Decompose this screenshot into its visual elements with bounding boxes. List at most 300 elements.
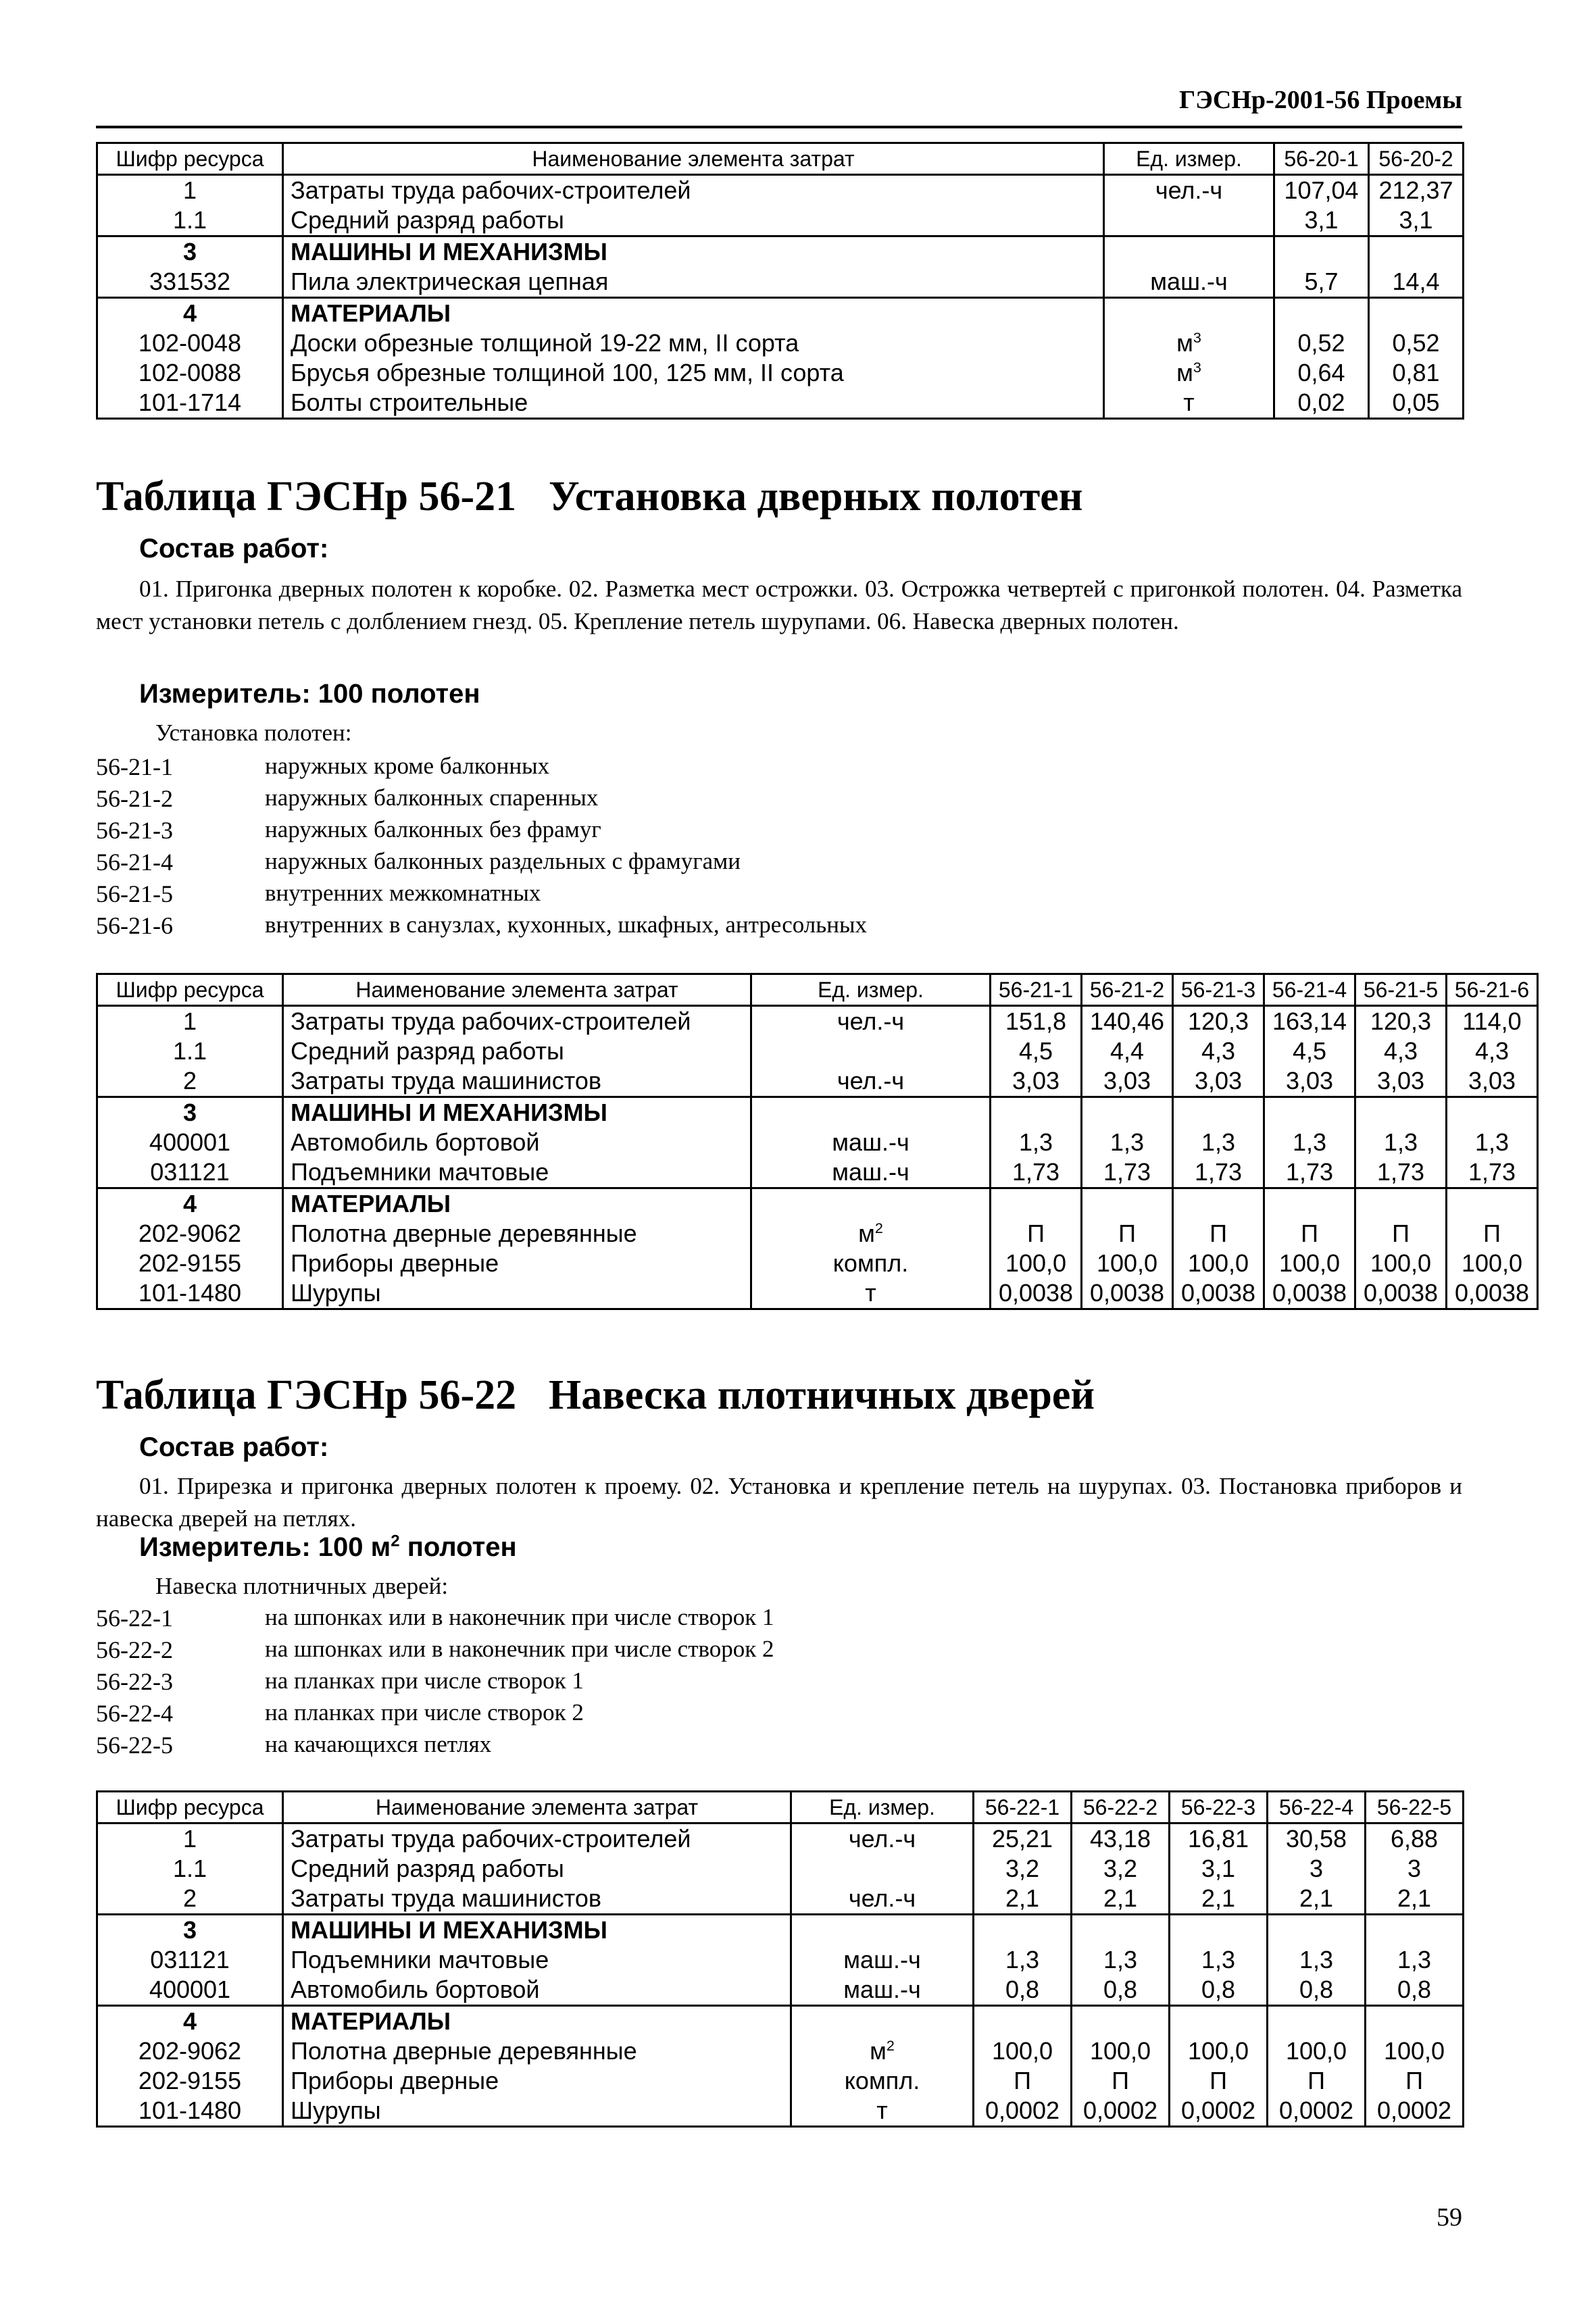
resource-code: 400001 (97, 1128, 283, 1157)
value-cell: 100,0 (1072, 2036, 1170, 2066)
table-row (97, 1128, 1538, 1157)
unit-cell: маш.-ч (751, 1128, 991, 1157)
value-cell (1170, 1915, 1268, 1946)
value-cell: 3,03 (1355, 1066, 1447, 1097)
value-cell: 1,73 (1173, 1157, 1264, 1188)
value-cell: 163,14 (1264, 1006, 1355, 1037)
unit-cell (751, 1188, 991, 1219)
value-cell: 212,37 (1369, 175, 1464, 206)
list-item-text: на планках при числе створок 2 (265, 1699, 584, 1726)
resource-code: 1.1 (97, 1854, 283, 1884)
value-cell: 100,0 (1264, 1249, 1355, 1278)
value-cell (1268, 2006, 1366, 2037)
unit-cell: т (751, 1278, 991, 1309)
list-item-text: на качающихся петлях (265, 1731, 492, 1757)
value-cell (1072, 1915, 1170, 1946)
value-cell: 0,0002 (1366, 2096, 1464, 2127)
resource-code: 202-9062 (97, 2036, 283, 2066)
value-cell: 140,46 (1082, 1006, 1173, 1037)
unit-cell (1104, 298, 1274, 329)
value-cell (1274, 298, 1369, 329)
column-header: 56-22-5 (1366, 1792, 1464, 1823)
list-item-text: на планках при числе створок 1 (265, 1667, 584, 1694)
value-cell: 120,3 (1173, 1006, 1264, 1037)
value-cell: 43,18 (1072, 1823, 1170, 1855)
value-cell: 0,05 (1369, 388, 1464, 419)
column-header: Шифр ресурса (97, 974, 283, 1006)
table-row (97, 1823, 1464, 1855)
value-cell: 100,0 (1447, 1249, 1538, 1278)
unit-cell (1104, 205, 1274, 236)
cost-element-name: Затраты труда машинистов (283, 1066, 751, 1097)
meter-label: Измеритель: 100 полотен (139, 679, 480, 709)
value-cell: 0,64 (1274, 358, 1369, 388)
value-cell (991, 1188, 1082, 1219)
value-cell: 100,0 (974, 2036, 1072, 2066)
resource-code: 101-1480 (97, 1278, 283, 1309)
table-row (97, 2066, 1464, 2096)
meter-label (139, 1532, 517, 1563)
unit-cell (791, 1854, 974, 1884)
value-cell: 100,0 (1170, 2036, 1268, 2066)
value-cell: 1,73 (1264, 1157, 1355, 1188)
list-item-text: на шпонках или в наконечник при числе створок 1 (265, 1604, 774, 1630)
cost-element-name: Затраты труда рабочих-строителей (283, 1823, 791, 1855)
value-cell (1274, 236, 1369, 268)
table-row (97, 1249, 1538, 1278)
value-cell: 100,0 (991, 1249, 1082, 1278)
value-cell (1447, 1097, 1538, 1128)
value-cell: 3,03 (1264, 1066, 1355, 1097)
value-cell: 1,3 (1082, 1128, 1173, 1157)
table-row (97, 175, 1464, 206)
cost-element-name: МАШИНЫ И МЕХАНИЗМЫ (283, 1097, 751, 1128)
value-cell: 100,0 (1366, 2036, 1464, 2066)
resource-code: 102-0048 (97, 328, 283, 358)
column-header: Ед. измер. (1104, 143, 1274, 175)
table-56-22 (96, 1790, 1464, 2128)
value-cell: 3 (1268, 1854, 1366, 1884)
value-cell: 3,03 (1173, 1066, 1264, 1097)
value-cell: 30,58 (1268, 1823, 1366, 1855)
value-cell (974, 1915, 1072, 1946)
section-row (97, 1915, 1464, 1946)
column-header: Наименование элемента затрат (283, 1792, 791, 1823)
value-cell: 3,1 (1369, 205, 1464, 236)
value-cell: П (1366, 2066, 1464, 2096)
value-cell (1355, 1188, 1447, 1219)
value-cell: 0,0038 (1082, 1278, 1173, 1309)
value-cell: 0,0038 (1264, 1278, 1355, 1309)
cost-element-name: Подъемники мачтовые (283, 1945, 791, 1975)
value-cell: 5,7 (1274, 267, 1369, 298)
table-row (97, 1219, 1538, 1249)
value-cell: 2,1 (1072, 1884, 1170, 1915)
list-item-code: 56-21-6 (96, 912, 173, 939)
column-header: 56-21-5 (1355, 974, 1447, 1006)
value-cell: 1,3 (1072, 1945, 1170, 1975)
column-header: 56-21-1 (991, 974, 1082, 1006)
resource-code: 1 (97, 1823, 283, 1855)
table-row (97, 328, 1464, 358)
list-item-text: внутренних в санузлах, кухонных, шкафных, антресольных (265, 911, 867, 938)
value-cell: 3,2 (974, 1854, 1072, 1884)
column-header: 56-22-4 (1268, 1792, 1366, 1823)
unit-cell: маш.-ч (751, 1157, 991, 1188)
section-row (97, 298, 1464, 329)
value-cell (1082, 1188, 1173, 1219)
value-cell: 1,73 (991, 1157, 1082, 1188)
column-header: 56-22-2 (1072, 1792, 1170, 1823)
unit-cell (791, 2006, 974, 2037)
cost-element-name: Шурупы (283, 2096, 791, 2127)
value-cell: 1,3 (1366, 1945, 1464, 1975)
value-cell: 0,0002 (1072, 2096, 1170, 2127)
value-cell: 0,0038 (1173, 1278, 1264, 1309)
section-row (97, 1097, 1538, 1128)
value-cell: 1,3 (1170, 1945, 1268, 1975)
resource-code: 202-9155 (97, 1249, 283, 1278)
cost-element-name: Приборы дверные (283, 1249, 751, 1278)
header-title: ГЭСНр-2001-56 Проемы (1178, 86, 1462, 114)
list-item-text: наружных балконных раздельных с фрамугами (265, 848, 741, 874)
value-cell: 2,1 (1366, 1884, 1464, 1915)
value-cell: 1,73 (1082, 1157, 1173, 1188)
value-cell: 1,3 (1264, 1128, 1355, 1157)
resource-code: 3 (97, 1915, 283, 1946)
value-cell: 4,3 (1355, 1036, 1447, 1066)
value-cell: П (1072, 2066, 1170, 2096)
unit-cell (791, 1915, 974, 1946)
column-header: 56-22-3 (1170, 1792, 1268, 1823)
value-cell (1369, 298, 1464, 329)
cost-element-name: Брусья обрезные толщиной 100, 125 мм, II сорта (283, 358, 1104, 388)
list-item-code: 56-22-3 (96, 1668, 173, 1695)
unit-cell: компл. (751, 1249, 991, 1278)
value-cell: 4,5 (991, 1036, 1082, 1066)
table-row (97, 358, 1464, 388)
value-cell: 2,1 (974, 1884, 1072, 1915)
composition-label: Состав работ: (139, 534, 329, 563)
list-item-text: наружных кроме балконных (265, 753, 550, 779)
resource-code: 031121 (97, 1157, 283, 1188)
column-header: 56-21-6 (1447, 974, 1538, 1006)
value-cell: 3 (1366, 1854, 1464, 1884)
table-56-21 (96, 973, 1539, 1310)
value-cell: 3,03 (991, 1066, 1082, 1097)
value-cell: П (1173, 1219, 1264, 1249)
list-intro: Навеска плотничных дверей: (155, 1573, 449, 1599)
list-intro: Установка полотен: (155, 720, 352, 746)
value-cell: 2,1 (1268, 1884, 1366, 1915)
value-cell (1366, 1915, 1464, 1946)
page-header (96, 85, 1462, 128)
table-title-name: Установка дверных полотен (549, 474, 1083, 520)
value-cell: 114,0 (1447, 1006, 1538, 1037)
value-cell: 0,8 (1072, 1975, 1170, 2006)
resource-code: 3 (97, 1097, 283, 1128)
value-cell: 0,52 (1369, 328, 1464, 358)
value-cell (1366, 2006, 1464, 2037)
column-header: 56-22-1 (974, 1792, 1072, 1823)
cost-element-name: Средний разряд работы (283, 1036, 751, 1066)
resource-code: 1.1 (97, 205, 283, 236)
cost-element-name: Шурупы (283, 1278, 751, 1309)
unit-cell: маш.-ч (1104, 267, 1274, 298)
table-row (97, 267, 1464, 298)
list-item-code: 56-22-1 (96, 1605, 173, 1632)
value-cell (991, 1097, 1082, 1128)
value-cell: 3,03 (1082, 1066, 1173, 1097)
value-cell: 0,0038 (991, 1278, 1082, 1309)
value-cell: П (1264, 1219, 1355, 1249)
unit-cell: т (791, 2096, 974, 2127)
table-row (97, 1157, 1538, 1188)
value-cell: П (1082, 1219, 1173, 1249)
column-header: 56-21-2 (1082, 974, 1173, 1006)
cost-element-name: Болты строительные (283, 388, 1104, 419)
value-cell: 100,0 (1268, 2036, 1366, 2066)
table-header-row (97, 974, 1538, 1006)
unit-cell (751, 1036, 991, 1066)
list-item-code: 56-21-1 (96, 753, 173, 780)
resource-code: 1.1 (97, 1036, 283, 1066)
column-header: Шифр ресурса (97, 143, 283, 175)
resource-code: 4 (97, 1188, 283, 1219)
table-row (97, 1975, 1464, 2006)
resource-code: 101-1714 (97, 388, 283, 419)
value-cell: 14,4 (1369, 267, 1464, 298)
unit-cell (1104, 236, 1274, 268)
unit-cell: $м^2$ (751, 1219, 991, 1249)
resource-code: 102-0088 (97, 358, 283, 388)
unit-cell: чел.-ч (1104, 175, 1274, 206)
resource-code: 2 (97, 1884, 283, 1915)
table-header-row (97, 143, 1464, 175)
value-cell: 0,0002 (1268, 2096, 1366, 2127)
value-cell: 1,3 (1173, 1128, 1264, 1157)
column-header: Наименование элемента затрат (283, 974, 751, 1006)
value-cell: 107,04 (1274, 175, 1369, 206)
cost-element-name: Полотна дверные деревянные (283, 2036, 791, 2066)
value-cell: 0,0038 (1355, 1278, 1447, 1309)
section-row (97, 236, 1464, 268)
unit-cell: $м^3$ (1104, 358, 1274, 388)
value-cell: П (1355, 1219, 1447, 1249)
value-cell: 1,73 (1355, 1157, 1447, 1188)
cost-element-name: Затраты труда рабочих-строителей (283, 175, 1104, 206)
list-item-code: 56-21-5 (96, 880, 173, 907)
value-cell: 0,81 (1369, 358, 1464, 388)
value-cell: 1,3 (991, 1128, 1082, 1157)
value-cell: 1,3 (1447, 1128, 1538, 1157)
unit-cell: $м^3$ (1104, 328, 1274, 358)
column-header: Шифр ресурса (97, 1792, 283, 1823)
value-cell (1173, 1188, 1264, 1219)
value-cell: 4,3 (1173, 1036, 1264, 1066)
list-item-code: 56-22-2 (96, 1636, 173, 1663)
value-cell: 151,8 (991, 1006, 1082, 1037)
cost-element-name: Пила электрическая цепная (283, 267, 1104, 298)
value-cell: 25,21 (974, 1823, 1072, 1855)
value-cell: 1,3 (974, 1945, 1072, 1975)
resource-code: 331532 (97, 267, 283, 298)
cost-element-name: МАТЕРИАЛЫ (283, 1188, 751, 1219)
unit-cell: маш.-ч (791, 1945, 974, 1975)
resource-code: 101-1480 (97, 2096, 283, 2127)
value-cell: П (1170, 2066, 1268, 2096)
resource-code: 1 (97, 1006, 283, 1037)
resource-code: 1 (97, 175, 283, 206)
cost-element-name: МАТЕРИАЛЫ (283, 2006, 791, 2037)
resource-code: 031121 (97, 1945, 283, 1975)
list-item-text: наружных балконных спаренных (265, 784, 599, 811)
column-header: Наименование элемента затрат (283, 143, 1104, 175)
list-item-text: наружных балконных без фрамуг (265, 816, 601, 842)
value-cell: 3,1 (1274, 205, 1369, 236)
cost-element-name: Автомобиль бортовой (283, 1128, 751, 1157)
cost-element-name: МАШИНЫ И МЕХАНИЗМЫ (283, 1915, 791, 1946)
value-cell: 0,8 (1366, 1975, 1464, 2006)
cost-element-name: МАТЕРИАЛЫ (283, 298, 1104, 329)
resource-code: 202-9062 (97, 1219, 283, 1249)
resource-code: 3 (97, 236, 283, 268)
resource-code: 202-9155 (97, 2066, 283, 2096)
table-row (97, 1854, 1464, 1884)
cost-element-name: Затраты труда машинистов (283, 1884, 791, 1915)
value-cell: 0,0002 (1170, 2096, 1268, 2127)
column-header: 56-21-3 (1173, 974, 1264, 1006)
value-cell: 0,52 (1274, 328, 1369, 358)
value-cell: 100,0 (1173, 1249, 1264, 1278)
table-title-name: Навеска плотничных дверей (549, 1372, 1095, 1418)
composition-text: 01. Пригонка дверных полотен к коробке. 02. Разметка мест острожки. 03. Острожка четвертей с пригонкой полотен. 04. Разметка мест установки петель с долблением гнезд. 05. Крепление петель шурупами. 06. Навеска дверных полотен. (96, 576, 1462, 634)
table-row (97, 1945, 1464, 1975)
resource-code: 2 (97, 1066, 283, 1097)
value-cell (1355, 1097, 1447, 1128)
resource-code: 400001 (97, 1975, 283, 2006)
unit-cell: чел.-ч (791, 1884, 974, 1915)
table-row (97, 205, 1464, 236)
table-title-number: Таблица ГЭСНр 56-22 (96, 1372, 517, 1418)
value-cell: 1,3 (1268, 1945, 1366, 1975)
cost-element-name: Автомобиль бортовой (283, 1975, 791, 2006)
column-header: Ед. измер. (791, 1792, 974, 1823)
cost-element-name: Полотна дверные деревянные (283, 1219, 751, 1249)
table-row (97, 2096, 1464, 2127)
value-cell: 0,02 (1274, 388, 1369, 419)
value-cell: 0,8 (974, 1975, 1072, 2006)
table-title (96, 1372, 1095, 1419)
value-cell: 100,0 (1355, 1249, 1447, 1278)
list-item-code: 56-22-4 (96, 1700, 173, 1727)
value-cell: 0,0002 (974, 2096, 1072, 2127)
table-56-20 (96, 142, 1464, 420)
list-item-text: внутренних межкомнатных (265, 880, 541, 906)
list-item-code: 56-22-5 (96, 1732, 173, 1759)
value-cell: П (1447, 1219, 1538, 1249)
list-item-code: 56-21-4 (96, 849, 173, 876)
cost-element-name: Средний разряд работы (283, 205, 1104, 236)
value-cell: 4,5 (1264, 1036, 1355, 1066)
unit-cell: маш.-ч (791, 1975, 974, 2006)
value-cell: 4,3 (1447, 1036, 1538, 1066)
column-header: 56-20-2 (1369, 143, 1464, 175)
value-cell: 0,8 (1170, 1975, 1268, 2006)
value-cell: 2,1 (1170, 1884, 1268, 1915)
unit-cell: т (1104, 388, 1274, 419)
cost-element-name: Доски обрезные толщиной 19-22 мм, II сорта (283, 328, 1104, 358)
unit-cell: чел.-ч (751, 1066, 991, 1097)
table-row (97, 1278, 1538, 1309)
value-cell (1173, 1097, 1264, 1128)
value-cell: П (991, 1219, 1082, 1249)
unit-cell: $м^2$ (791, 2036, 974, 2066)
section-row (97, 2006, 1464, 2037)
meter-label-text: Измеритель: 100 $м^2$ полотен (139, 1532, 517, 1562)
table-header-row (97, 1792, 1464, 1823)
value-cell: П (974, 2066, 1072, 2096)
unit-cell (751, 1097, 991, 1128)
cost-element-name: Приборы дверные (283, 2066, 791, 2096)
cost-element-name: Средний разряд работы (283, 1854, 791, 1884)
table-row (97, 1884, 1464, 1915)
value-cell: 0,0038 (1447, 1278, 1538, 1309)
value-cell: 100,0 (1082, 1249, 1173, 1278)
column-header: 56-21-4 (1264, 974, 1355, 1006)
section-row (97, 1188, 1538, 1219)
unit-cell: чел.-ч (791, 1823, 974, 1855)
cost-element-name: Подъемники мачтовые (283, 1157, 751, 1188)
unit-cell: компл. (791, 2066, 974, 2096)
page-number: 59 (1437, 2203, 1462, 2232)
table-row (97, 1006, 1538, 1037)
table-title (96, 473, 1083, 521)
cost-element-name: МАШИНЫ И МЕХАНИЗМЫ (283, 236, 1104, 268)
value-cell: 3,1 (1170, 1854, 1268, 1884)
value-cell (1170, 2006, 1268, 2037)
composition-text: 01. Прирезка и пригонка дверных полотен к проему. 02. Установка и крепление петель на шурупах. 03. Постановка приборов и навеска дверей на петлях. (96, 1473, 1462, 1532)
value-cell: 1,73 (1447, 1157, 1538, 1188)
column-header: 56-20-1 (1274, 143, 1369, 175)
table-row (97, 1066, 1538, 1097)
value-cell (1072, 2006, 1170, 2037)
value-cell (1264, 1097, 1355, 1128)
value-cell (1369, 236, 1464, 268)
resource-code: 4 (97, 2006, 283, 2037)
value-cell: 16,81 (1170, 1823, 1268, 1855)
value-cell: 3,03 (1447, 1066, 1538, 1097)
table-row (97, 1036, 1538, 1066)
value-cell: П (1268, 2066, 1366, 2096)
list-item-text: на шпонках или в наконечник при числе створок 2 (265, 1636, 774, 1662)
cost-element-name: Затраты труда рабочих-строителей (283, 1006, 751, 1037)
value-cell (1082, 1097, 1173, 1128)
unit-cell: чел.-ч (751, 1006, 991, 1037)
list-item-code: 56-21-2 (96, 785, 173, 812)
value-cell: 1,3 (1355, 1128, 1447, 1157)
value-cell: 120,3 (1355, 1006, 1447, 1037)
list-item-code: 56-21-3 (96, 817, 173, 844)
value-cell (1447, 1188, 1538, 1219)
table-row (97, 2036, 1464, 2066)
value-cell (974, 2006, 1072, 2037)
value-cell: 6,88 (1366, 1823, 1464, 1855)
value-cell: 3,2 (1072, 1854, 1170, 1884)
composition-label: Состав работ: (139, 1432, 329, 1462)
table-title-number: Таблица ГЭСНр 56-21 (96, 474, 517, 520)
value-cell (1268, 1915, 1366, 1946)
